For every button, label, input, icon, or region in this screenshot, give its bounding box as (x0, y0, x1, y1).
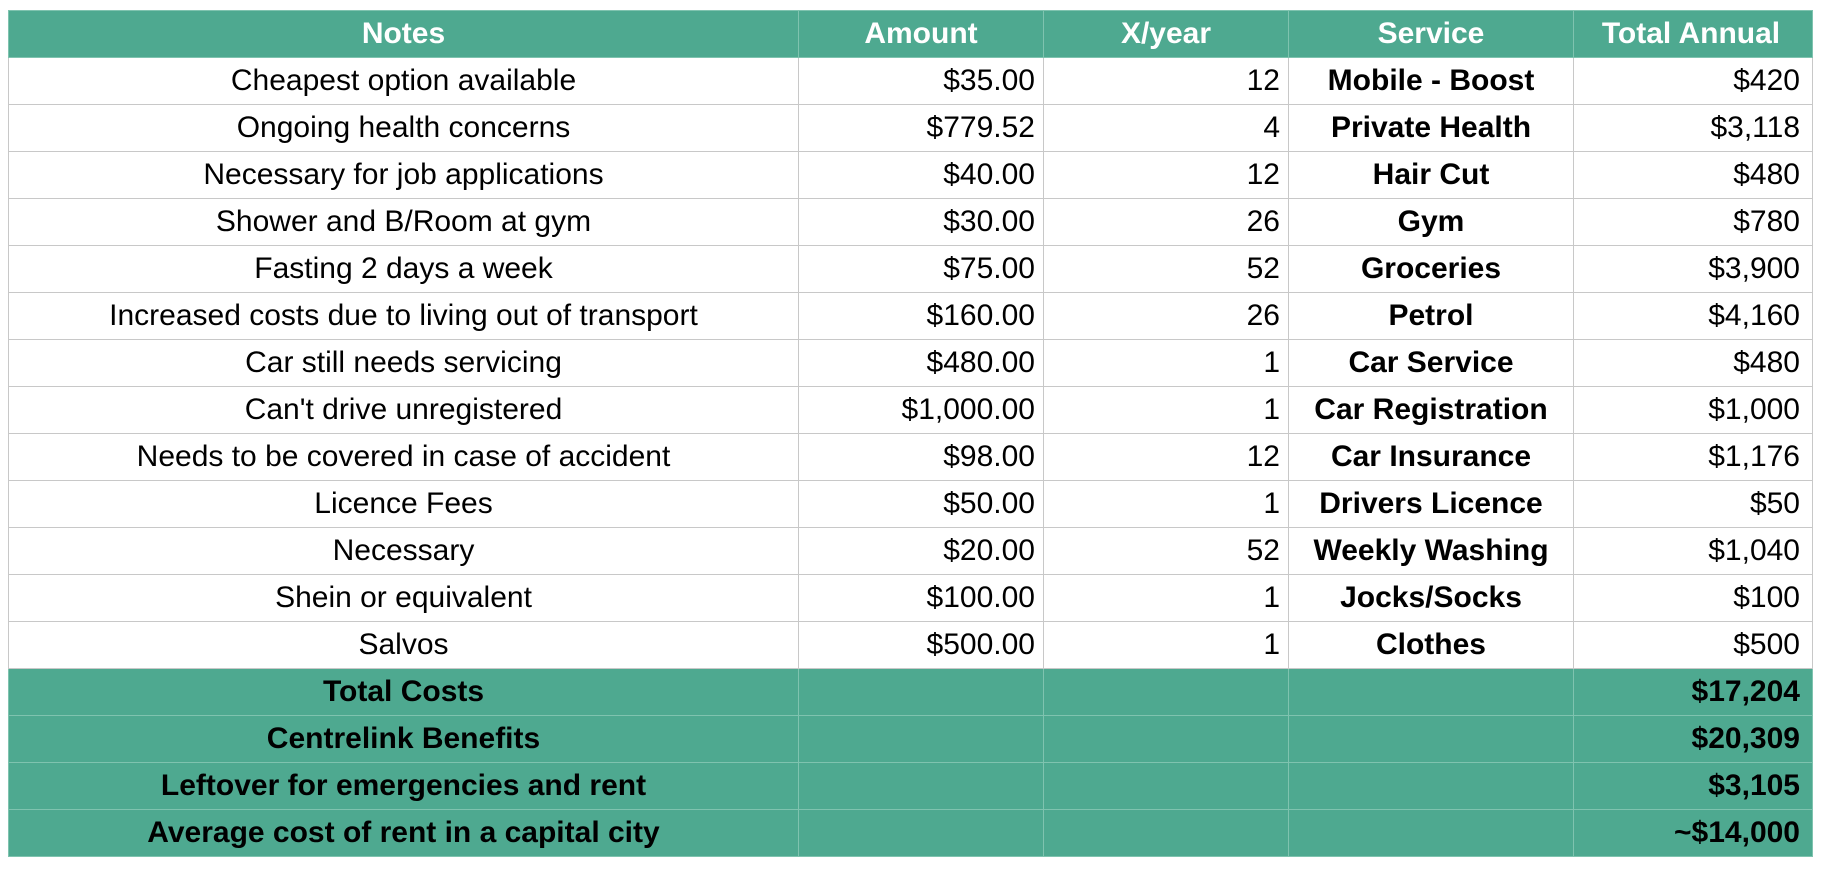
table-row (9, 528, 1813, 575)
cell-service[interactable]: Hair Cut (1289, 152, 1574, 199)
cell-x-per-year[interactable]: 1 (1044, 575, 1289, 622)
summary-row-average-rent (9, 810, 1813, 857)
cell-service[interactable]: Clothes (1289, 622, 1574, 669)
cell-notes[interactable]: Shower and B/Room at gym (9, 199, 799, 246)
summary-empty-cell[interactable] (1289, 716, 1574, 763)
cell-amount[interactable]: $779.52 (799, 105, 1044, 152)
cell-service[interactable]: Weekly Washing (1289, 528, 1574, 575)
cell-total-annual[interactable]: $1,040 (1574, 528, 1813, 575)
cell-total-annual[interactable]: $4,160 (1574, 293, 1813, 340)
cell-total-annual[interactable]: $1,000 (1574, 387, 1813, 434)
table-row (9, 293, 1813, 340)
table-row (9, 105, 1813, 152)
cell-total-annual[interactable]: $1,176 (1574, 434, 1813, 481)
summary-label[interactable]: Leftover for emergencies and rent (9, 763, 799, 810)
summary-empty-cell[interactable] (1289, 669, 1574, 716)
table-row (9, 340, 1813, 387)
cell-notes[interactable]: Necessary (9, 528, 799, 575)
cell-notes[interactable]: Shein or equivalent (9, 575, 799, 622)
cell-notes[interactable]: Can't drive unregistered (9, 387, 799, 434)
header-service[interactable]: Service (1289, 11, 1574, 58)
table-row (9, 387, 1813, 434)
cell-x-per-year[interactable]: 1 (1044, 340, 1289, 387)
cell-notes[interactable]: Fasting 2 days a week (9, 246, 799, 293)
summary-value[interactable]: ~$14,000 (1574, 810, 1813, 857)
summary-label[interactable]: Centrelink Benefits (9, 716, 799, 763)
cell-notes[interactable]: Needs to be covered in case of accident (9, 434, 799, 481)
cell-amount[interactable]: $75.00 (799, 246, 1044, 293)
header-row (9, 11, 1813, 58)
cell-x-per-year[interactable]: 12 (1044, 58, 1289, 105)
cell-service[interactable]: Car Insurance (1289, 434, 1574, 481)
summary-empty-cell[interactable] (799, 763, 1044, 810)
table-row (9, 199, 1813, 246)
cell-total-annual[interactable]: $780 (1574, 199, 1813, 246)
summary-value[interactable]: $20,309 (1574, 716, 1813, 763)
table-row (9, 246, 1813, 293)
cell-total-annual[interactable]: $3,900 (1574, 246, 1813, 293)
cell-notes[interactable]: Increased costs due to living out of transport (9, 293, 799, 340)
table-row (9, 575, 1813, 622)
cell-x-per-year[interactable]: 26 (1044, 199, 1289, 246)
cell-x-per-year[interactable]: 1 (1044, 387, 1289, 434)
cell-amount[interactable]: $30.00 (799, 199, 1044, 246)
table-row (9, 58, 1813, 105)
cell-service[interactable]: Mobile - Boost (1289, 58, 1574, 105)
summary-label[interactable]: Average cost of rent in a capital city (9, 810, 799, 857)
cell-amount[interactable]: $98.00 (799, 434, 1044, 481)
summary-empty-cell[interactable] (1044, 810, 1289, 857)
summary-empty-cell[interactable] (799, 716, 1044, 763)
table-row (9, 434, 1813, 481)
table-row (9, 152, 1813, 199)
cell-notes[interactable]: Ongoing health concerns (9, 105, 799, 152)
summary-empty-cell[interactable] (1289, 763, 1574, 810)
cell-service[interactable]: Gym (1289, 199, 1574, 246)
cell-x-per-year[interactable]: 12 (1044, 434, 1289, 481)
cell-x-per-year[interactable]: 52 (1044, 528, 1289, 575)
cell-amount[interactable]: $100.00 (799, 575, 1044, 622)
cell-x-per-year[interactable]: 1 (1044, 622, 1289, 669)
cell-service[interactable]: Groceries (1289, 246, 1574, 293)
cell-notes[interactable]: Cheapest option available (9, 58, 799, 105)
cell-amount[interactable]: $50.00 (799, 481, 1044, 528)
summary-empty-cell[interactable] (1044, 669, 1289, 716)
cell-x-per-year[interactable]: 26 (1044, 293, 1289, 340)
cell-total-annual[interactable]: $480 (1574, 152, 1813, 199)
table-row (9, 622, 1813, 669)
summary-row-leftover (9, 763, 1813, 810)
cell-total-annual[interactable]: $100 (1574, 575, 1813, 622)
cell-total-annual[interactable]: $3,118 (1574, 105, 1813, 152)
cell-amount[interactable]: $500.00 (799, 622, 1044, 669)
summary-empty-cell[interactable] (1289, 810, 1574, 857)
cell-notes[interactable]: Necessary for job applications (9, 152, 799, 199)
cell-x-per-year[interactable]: 1 (1044, 481, 1289, 528)
summary-label[interactable]: Total Costs (9, 669, 799, 716)
cell-notes[interactable]: Licence Fees (9, 481, 799, 528)
cell-x-per-year[interactable]: 52 (1044, 246, 1289, 293)
summary-empty-cell[interactable] (799, 810, 1044, 857)
cell-notes[interactable]: Salvos (9, 622, 799, 669)
cell-amount[interactable]: $480.00 (799, 340, 1044, 387)
table-row (9, 481, 1813, 528)
summary-value[interactable]: $3,105 (1574, 763, 1813, 810)
header-notes[interactable]: Notes (9, 11, 799, 58)
budget-table (8, 10, 1813, 857)
cell-amount[interactable]: $1,000.00 (799, 387, 1044, 434)
header-total-annual[interactable]: Total Annual (1574, 11, 1813, 58)
summary-empty-cell[interactable] (1044, 763, 1289, 810)
cell-amount[interactable]: $20.00 (799, 528, 1044, 575)
cell-total-annual[interactable]: $420 (1574, 58, 1813, 105)
cell-service[interactable]: Drivers Licence (1289, 481, 1574, 528)
cell-service[interactable]: Jocks/Socks (1289, 575, 1574, 622)
cell-amount[interactable]: $35.00 (799, 58, 1044, 105)
header-x-per-year[interactable]: X/year (1044, 11, 1289, 58)
cell-service[interactable]: Private Health (1289, 105, 1574, 152)
cell-total-annual[interactable]: $500 (1574, 622, 1813, 669)
cell-service[interactable]: Car Service (1289, 340, 1574, 387)
cell-notes[interactable]: Car still needs servicing (9, 340, 799, 387)
cell-service[interactable]: Car Registration (1289, 387, 1574, 434)
cell-amount[interactable]: $40.00 (799, 152, 1044, 199)
summary-row-centrelink-benefits (9, 716, 1813, 763)
header-amount[interactable]: Amount (799, 11, 1044, 58)
summary-value[interactable]: $17,204 (1574, 669, 1813, 716)
cell-total-annual[interactable]: $480 (1574, 340, 1813, 387)
cell-x-per-year[interactable]: 4 (1044, 105, 1289, 152)
summary-empty-cell[interactable] (1044, 716, 1289, 763)
cell-amount[interactable]: $160.00 (799, 293, 1044, 340)
cell-service[interactable]: Petrol (1289, 293, 1574, 340)
summary-row-total-costs (9, 669, 1813, 716)
cell-x-per-year[interactable]: 12 (1044, 152, 1289, 199)
cell-total-annual[interactable]: $50 (1574, 481, 1813, 528)
summary-empty-cell[interactable] (799, 669, 1044, 716)
